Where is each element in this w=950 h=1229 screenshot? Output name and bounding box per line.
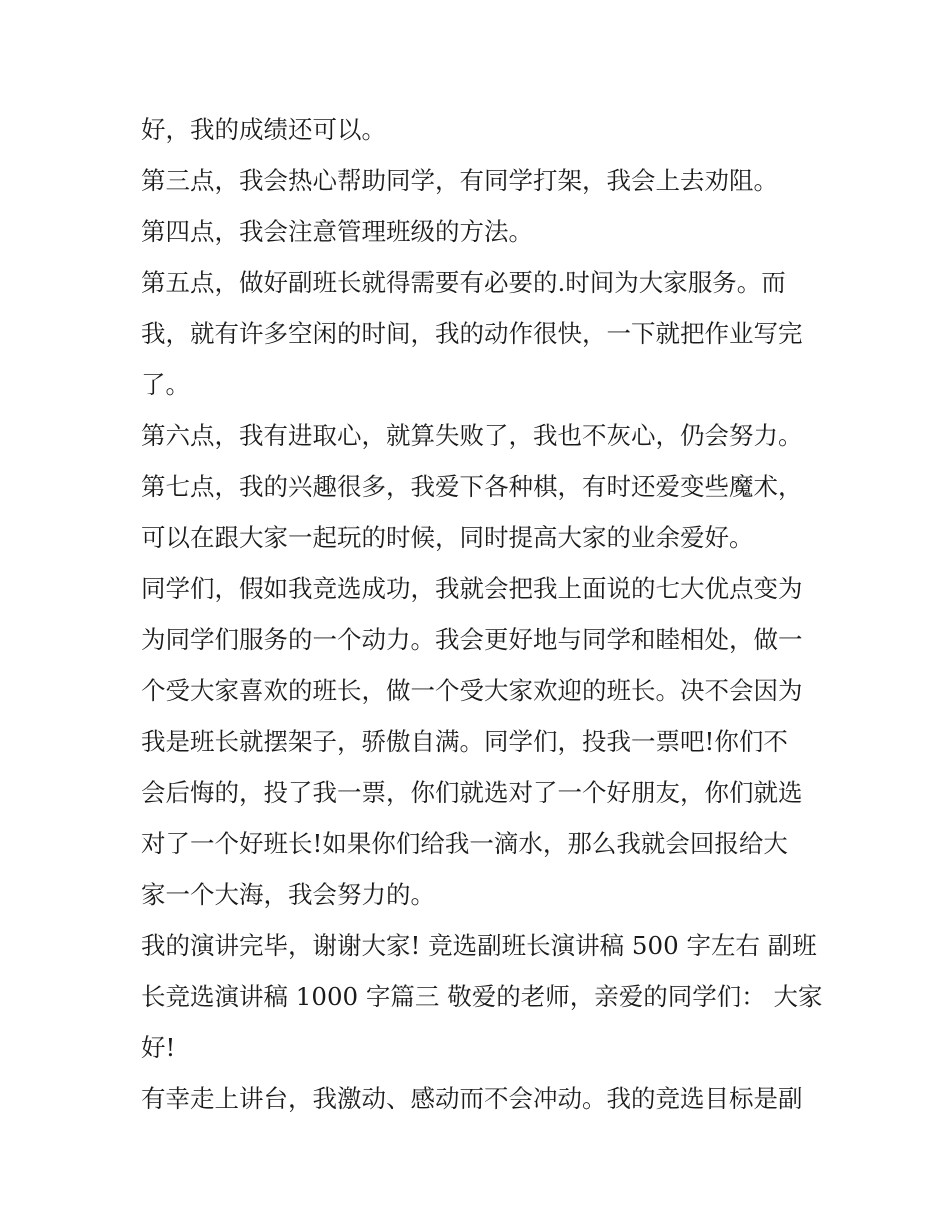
text-line: 可以在跟大家一起玩的时候，同时提高大家的业余爱好。	[141, 523, 754, 552]
text-line: 个受大家喜欢的班长，做一个受大家欢迎的班长。决不会因为	[141, 676, 803, 705]
paragraph-1	[141, 104, 816, 155]
document-body	[141, 104, 823, 1124]
paragraph-8	[141, 920, 823, 1073]
text-line: 第五点，做好副班长就得需要有必要的.时间为大家服务。而	[141, 268, 786, 297]
text-line: 有幸走上讲台，我激动、感动而不会冲动。我的竞选目标是副	[141, 1084, 803, 1113]
text-line: 同学们，假如我竞选成功，我就会把我上面说的七大优点变为	[141, 574, 803, 603]
text-line: 对了一个好班长!如果你们给我一滴水，那么我就会回报给大	[141, 829, 788, 858]
paragraph-6	[141, 461, 816, 563]
text-line: 第三点，我会热心帮助同学，有同学打架，我会上去劝阻。	[141, 166, 778, 195]
paragraph-9	[141, 1073, 816, 1124]
paragraph-5	[141, 410, 816, 461]
text-line: 好，我的成绩还可以。	[141, 115, 386, 144]
text-line: 了。	[141, 370, 190, 399]
paragraph-2	[141, 155, 816, 206]
text-line: 好!	[141, 1033, 176, 1062]
text-line: 长竞选演讲稿 1000 字篇三 敬爱的老师，亲爱的同学们： 大家	[141, 982, 823, 1011]
paragraph-3	[141, 206, 816, 257]
text-line: 我是班长就摆架子，骄傲自满。同学们，投我一票吧!你们不	[141, 727, 788, 756]
text-line: 第七点，我的兴趣很多，我爱下各种棋，有时还爱变些魔术，	[141, 472, 803, 501]
text-line: 为同学们服务的一个动力。我会更好地与同学和睦相处，做一	[141, 625, 803, 654]
text-line: 第六点，我有进取心，就算失败了，我也不灰心，仍会努力。	[141, 421, 803, 450]
paragraph-4	[141, 257, 816, 410]
text-line: 我，就有许多空闲的时间，我的动作很快，一下就把作业写完	[141, 319, 803, 348]
text-line: 第四点，我会注意管理班级的方法。	[141, 217, 533, 246]
text-line: 家一个大海，我会努力的。	[141, 880, 435, 909]
text-line: 我的演讲完毕，谢谢大家! 竞选副班长演讲稿 500 字左右 副班	[141, 931, 817, 960]
text-line: 会后悔的，投了我一票，你们就选对了一个好朋友，你们就选	[141, 778, 803, 807]
paragraph-7	[141, 563, 816, 920]
